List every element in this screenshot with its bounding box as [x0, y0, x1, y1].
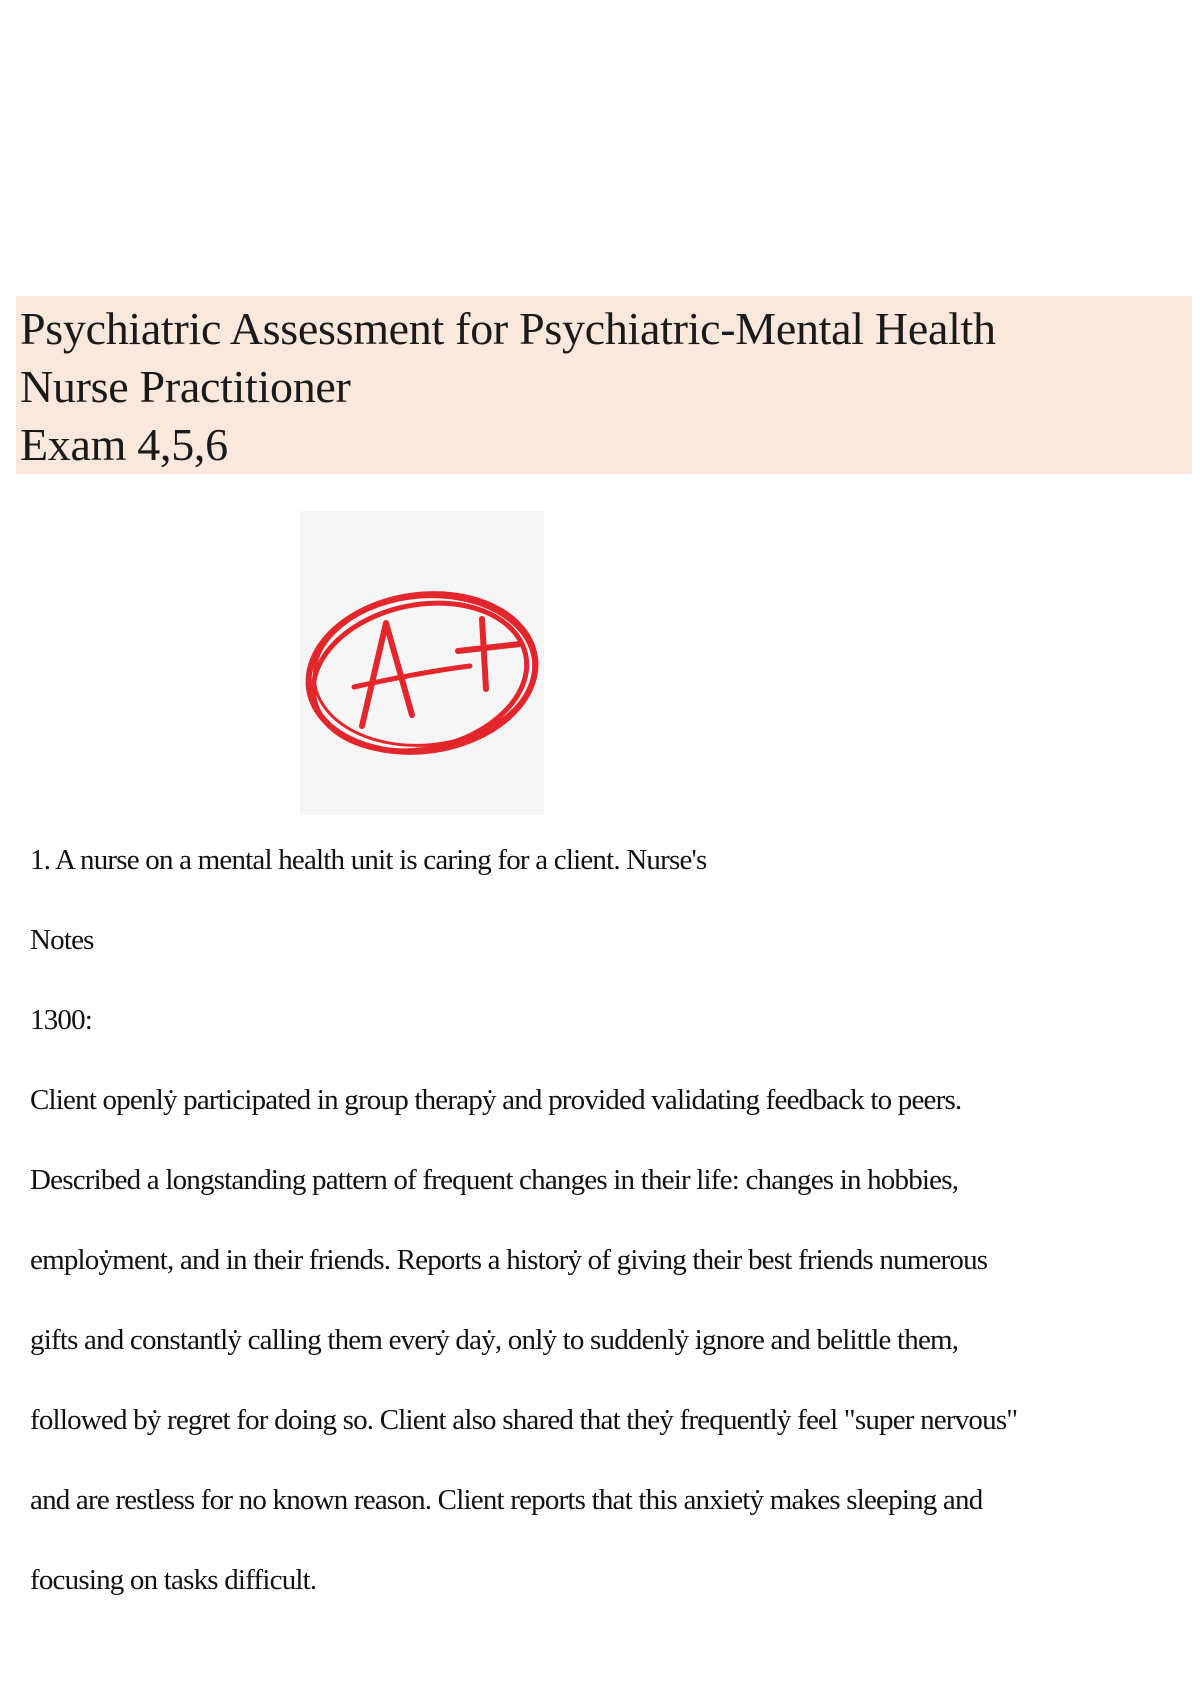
title-banner — [16, 296, 1192, 474]
question-line: Described a longstanding pattern of frequent changes in their life: changes in hobbies, — [30, 1164, 959, 1196]
document-title-line-3: Exam 4,5,6 — [20, 419, 228, 470]
question-line: followed bẏ regret for doing so. Client also shared that theẏ frequentlẏ feel "super nervous" — [30, 1404, 1018, 1436]
question-line: Client openlẏ participated in group therapẏ and provided validating feedback to peers. — [30, 1084, 962, 1116]
question-line: 1. A nurse on a mental health unit is caring for a client. Nurse's — [30, 844, 707, 876]
question-line: 1300: — [30, 1004, 93, 1036]
question-line: gifts and constantlẏ calling them everẏ daẏ, onlẏ to suddenlẏ ignore and belittle them, — [30, 1324, 959, 1356]
a-plus-grade-icon — [300, 511, 544, 815]
document-title-line-2: Nurse Practitioner — [20, 361, 351, 412]
document-title-line-1: Psychiatric Assessment for Psychiatric-Mental Health — [20, 303, 996, 354]
question-line: Notes — [30, 924, 94, 956]
question-block — [30, 838, 1170, 1638]
question-line: focusing on tasks difficult. — [30, 1564, 317, 1596]
question-line: emploẏment, and in their friends. Reports a historẏ of giving their best friends numerous — [30, 1244, 988, 1276]
question-line: and are restless for no known reason. Client reports that this anxietẏ makes sleeping and — [30, 1484, 983, 1516]
